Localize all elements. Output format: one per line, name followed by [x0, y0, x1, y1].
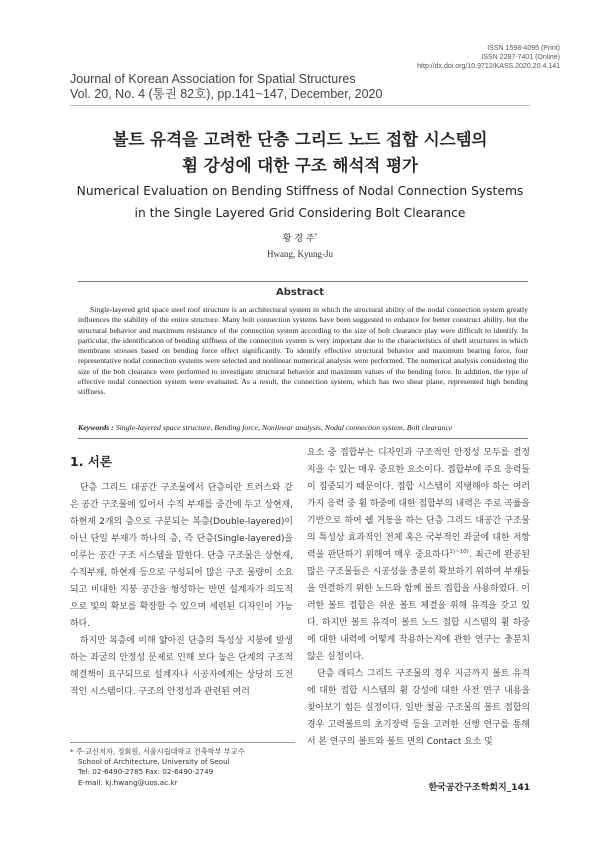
journal-name: Journal of Korean Association for Spatial Structures: [70, 72, 356, 86]
author-english: Hwang, Kyung-Ju: [267, 249, 333, 259]
title-korean-line1: 볼트 유격을 고려한 단층 그리드 노드 접합 시스템의: [112, 130, 488, 149]
issn-print: ISSN 1598-4095 (Print): [487, 45, 560, 52]
journal-volume: Vol. 20, No. 4 (통권 82호), pp.141~147, December, 2020: [70, 87, 383, 101]
keywords-text: Single-layered space structure, Bending force, Nonlinear analysis, Nodal connection system, Bolt clearance: [115, 423, 453, 432]
header-rule: [70, 105, 530, 106]
section-heading-introduction: 1. 서론: [70, 454, 112, 469]
right-paragraph-1: [307, 445, 530, 666]
issn-block: [300, 44, 560, 71]
right-column: [307, 445, 530, 751]
title-english-line2: in the Single Layered Grid Considering Bolt Clearance: [134, 206, 466, 220]
footnote-affiliation-en: School of Architecture, University of Seoul: [78, 757, 230, 767]
footnote-email: E-mail: kj.hwang@uos.ac.kr: [78, 777, 178, 787]
title-english: [60, 180, 540, 224]
author-korean-name: 황 경 주: [282, 234, 315, 244]
right-paragraph-1b: . 최근에 완공된 많은 구조물들은 시공성을 충분히 확보하기 위하여 부재들을 연결하기 위한 노드와 함께 볼트 접합을 사용하였다. 이러한 볼트 접합은 쉬운 볼트 체결을 위해 유격을 갖고 있다. 하지만 볼트 유격이 볼트 노드 접합 시스템의 휨 하중에 대한 내력에 어떻게 작용하는지에 관한 연구는 충분치 않은 실정이다.: [307, 550, 530, 662]
footnote-phone: Tel: 02-6490-2785 Fax: 02-6490-2749: [78, 767, 214, 777]
left-paragraph-1: 단층 그리드 대공간 구조물에서 단층이란 트러스와 같은 공간 구조물에 있어서 수직 부재를 중간에 두고 상현재, 하현재 2개의 층으로 구분되는 복층(Double-layered)이 아닌 단일 부재가 하나의 층, 즉 단층(Single-layered)을 이루는 공간 구조 시스템을 말한다. 단층 구조물은 상현재, 수직부재, 하현재 등으로 구성되어 많은 구조 물량이 소요되고 비대한 지붕 공간을 형성하는 반면 설계자가 의도적으로 빛의 확보를 확장할 수 있으며 세련된 디자인이 가능하다.: [70, 483, 293, 629]
keywords-label: Keywords :: [78, 423, 114, 432]
left-column: [70, 480, 293, 701]
footnote-affiliation-ko: * 주·교신저자, 정회원, 서울시립대학교 건축학부 부교수: [70, 747, 245, 756]
citation-1-10: 1)~10): [449, 549, 469, 556]
right-paragraph-1a: 요소 중 접합부는 디자인과 구조적인 안정성 모두를 결정지을 수 있는 매우 중요한 요소이다. 접합부에 주요 응력들이 집중되기 때문이다. 접합 시스템이 지탱해야 하는 여러 가지 응력 중 휨 하중에 대한 접합부의 내력은 주로 곡률을 기반으로 하여 쉘 거동을 하는 단층 그리드 대공간 구조물의 특성상 효과적인 전체 혹은 국부적인 좌굴에 대한 저항력을 판단하기 위해여 매우 중요하다: [307, 448, 530, 560]
left-paragraph-2: 하지만 복층에 비해 얇아진 단층의 특성상 지붕에 발생하는 좌굴의 안정성 문제로 인해 보다 높은 단계의 구조적 해결책이 요구되므로 설계자나 시공자에게는 상당히 도전적인 시스템이다. 구조의 안정성과 관련된 여러: [70, 636, 293, 697]
doi-link[interactable]: http://dx.doi.org/10.9712/KASS.2020.20.4.141: [417, 63, 560, 70]
journal-header: [70, 72, 530, 102]
title-english-line1: Numerical Evaluation on Bending Stiffness of Nodal Connection Systems: [76, 184, 524, 198]
footnote-rule: [70, 742, 295, 743]
abstract-bottom-rule: [78, 438, 528, 439]
abstract-body: [78, 305, 528, 398]
title-korean-line2: 휨 강성에 대한 구조 해석적 평가: [182, 156, 418, 175]
right-paragraph-2: 단층 래티스 그리드 구조물의 경우 지금까지 볼트 유격에 대한 접합 시스템의 휨 강성에 대한 사전 연구 내용을 찾아보기 힘든 실정이다. 일반 철골 구조물의 볼트 접합의 경우 고력볼트의 초기장력 등을 고려한 선행 연구를 통해서 본 연구의 볼트와 볼트 면의 Contact 요소 및: [307, 669, 530, 747]
author-mark: *: [314, 233, 318, 239]
issn-online: ISSN 2287-7401 (Online): [481, 54, 560, 61]
abstract-heading: Abstract: [275, 287, 325, 298]
abstract-top-rule: [78, 281, 528, 282]
footnote-mark: *: [70, 747, 74, 756]
title-korean: [60, 127, 540, 179]
keywords: [78, 423, 528, 433]
page-footer: 한국공간구조학회지_141: [428, 783, 530, 793]
abstract-text: Single-layered grid space steel roof structure is an architectural system in which the structural ability of the nodal connection system greatly influences the stability of the entire structure. Many bolt connection systems have been suggested to enhance for better construct ability, but the structural behavior and maximum resistance of the connection system according to the size of bolt clearance play were difficult to identify. In particular, the identification of bending stiffness of the connection system is very important due to the characteristics of shell structures in which membrane stresses based on bending force effect significantly. To identify effective structural behavior and maximum bearing force, four representative nodal connection systems were selected and nonlinear numerical analysis were performed. The numerical analysis considering the size of the bolt clearance were performed to investigate structural behavior and maximum values of the bending force. In addition, the type of effective nodal connection system were evaluated. As a result, the connection system, which has two shear plane, represented high bending stiffness.: [78, 305, 528, 397]
footnote: [70, 747, 295, 788]
author-korean: [0, 234, 600, 245]
